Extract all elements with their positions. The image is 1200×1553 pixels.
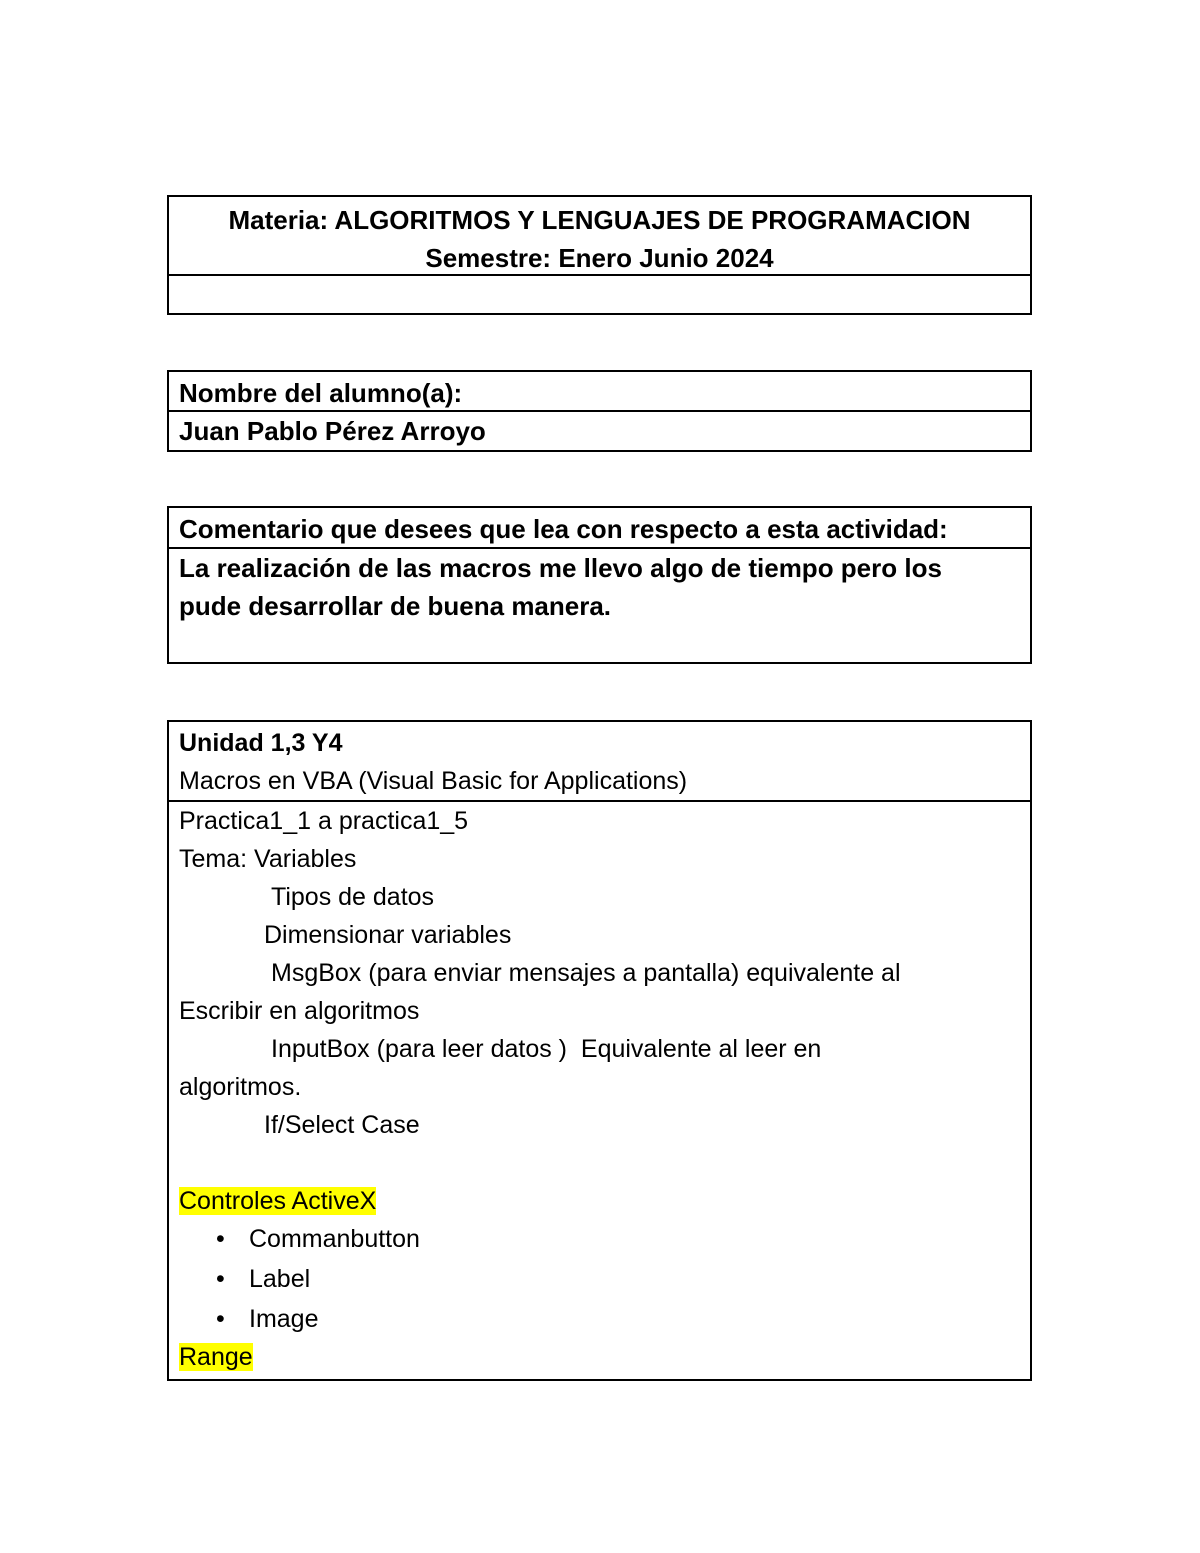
unit-table: [167, 720, 1032, 1381]
ifselect-line: If/Select Case: [264, 1111, 420, 1139]
unit-header-row: [169, 722, 1030, 802]
semester-label: Semestre: Enero Junio 2024: [425, 243, 774, 273]
bullet-icon: •: [216, 1265, 225, 1293]
course-empty-row: [169, 276, 1030, 313]
range-row: [179, 1338, 1020, 1376]
course-header-table: [167, 195, 1032, 315]
list-item-label: Commanbutton: [249, 1225, 420, 1253]
controles-list: [179, 1220, 1020, 1338]
tipos-line: Tipos de datos: [271, 883, 435, 911]
comment-label: Comentario que desees que lea con respecto a esta actividad:: [179, 514, 948, 544]
list-item: [179, 1300, 1020, 1338]
student-label: Nombre del alumno(a):: [179, 378, 463, 408]
msgbox-line-2: Escribir en algoritmos: [179, 997, 420, 1025]
list-item-label: Image: [249, 1305, 319, 1333]
bullet-icon: •: [216, 1305, 225, 1333]
blank-line: [179, 1144, 1020, 1182]
course-title: Materia: ALGORITMOS Y LENGUAJES DE PROGRAMACION: [228, 205, 971, 235]
list-item: [179, 1220, 1020, 1258]
comment-label-row: [169, 508, 1030, 549]
comment-text-row: [169, 549, 1030, 662]
msgbox-line-1: MsgBox (para enviar mensajes a pantalla) equivalente al: [271, 959, 901, 987]
inputbox-line-1: InputBox (para leer datos ) Equivalente al leer en: [271, 1035, 822, 1063]
dimensionar-line: Dimensionar variables: [264, 921, 512, 949]
list-item: [179, 1260, 1020, 1298]
student-table: [167, 370, 1032, 452]
student-name: Juan Pablo Pérez Arroyo: [179, 416, 486, 446]
unit-content-row: [169, 802, 1030, 1379]
comment-line-1: La realización de las macros me llevo algo de tiempo pero los: [179, 553, 942, 583]
inputbox-line-2: algoritmos.: [179, 1073, 302, 1101]
range-label: Range: [179, 1343, 253, 1371]
course-header-cell: [169, 197, 1030, 276]
controles-heading: Controles ActiveX: [179, 1187, 377, 1215]
controles-heading-row: [179, 1182, 1020, 1220]
tema-line: Tema: Variables: [179, 845, 357, 873]
practica-line: Practica1_1 a practica1_5: [179, 807, 469, 835]
student-label-row: [169, 372, 1030, 412]
student-name-row: [169, 412, 1030, 450]
list-item-label: Label: [249, 1265, 311, 1293]
comment-line-2: pude desarrollar de buena manera.: [179, 591, 612, 621]
unit-subtitle: Macros en VBA (Visual Basic for Applications): [179, 767, 688, 795]
bullet-icon: •: [216, 1225, 225, 1253]
comment-table: [167, 506, 1032, 664]
unit-title: Unidad 1,3 Y4: [179, 729, 343, 757]
